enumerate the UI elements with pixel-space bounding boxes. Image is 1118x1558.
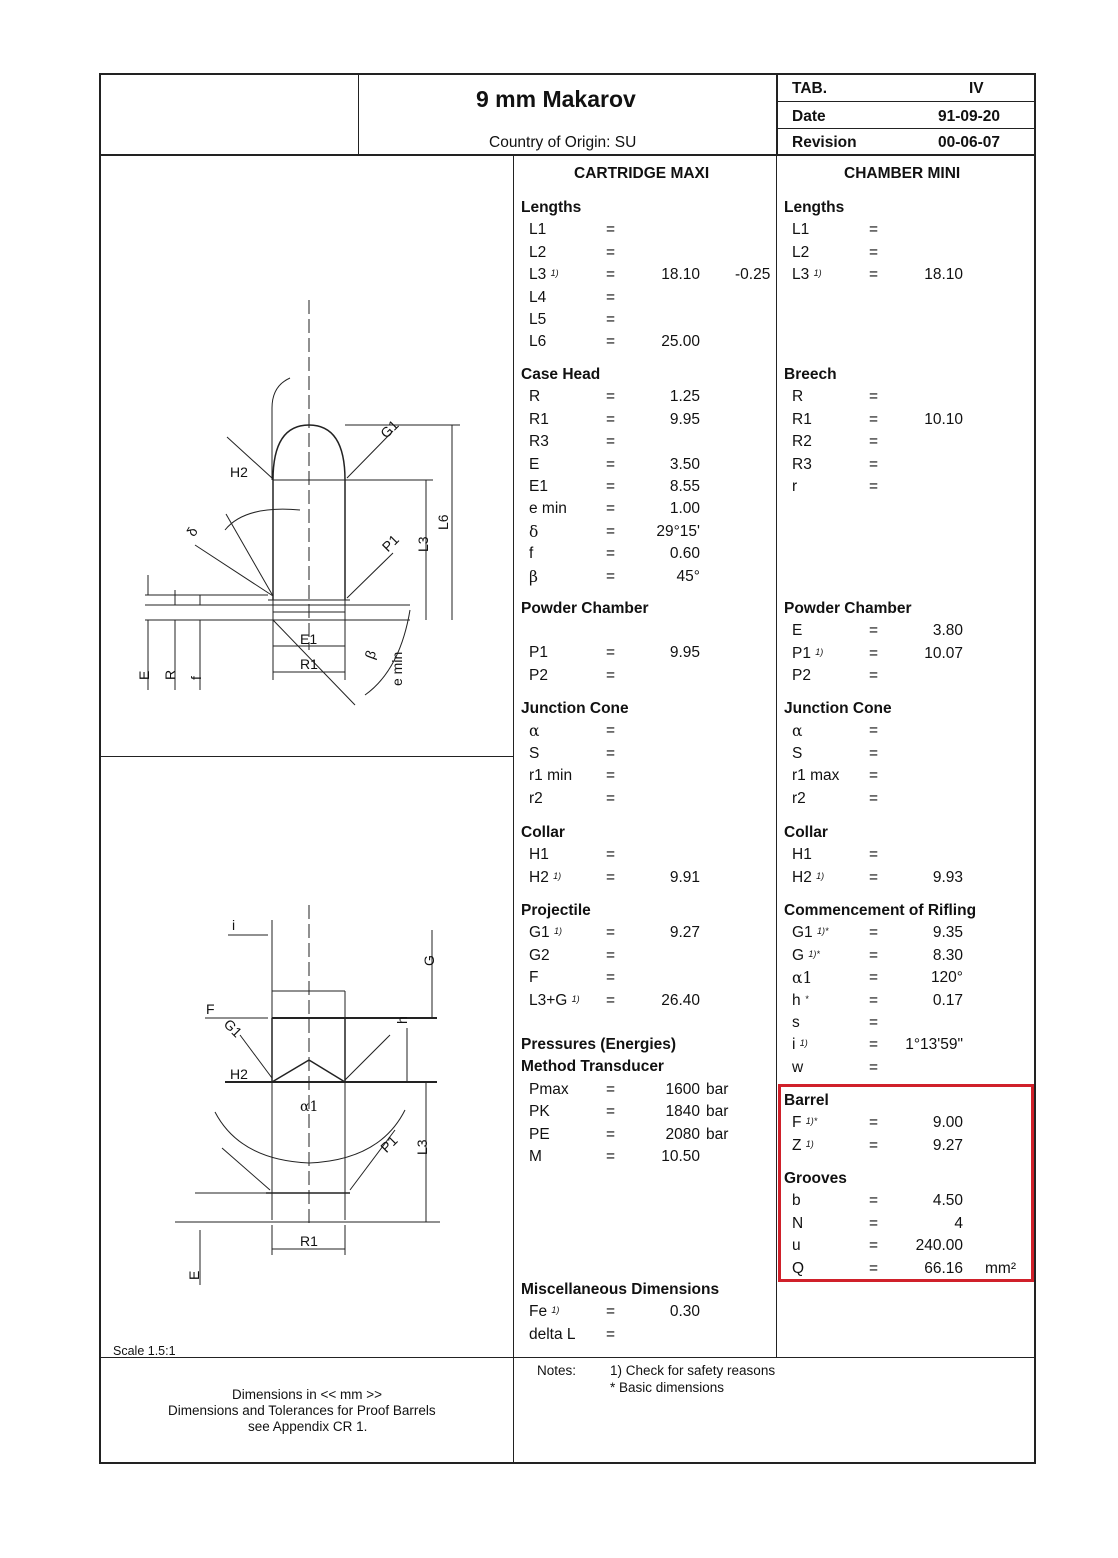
row-value: 9.95	[669, 644, 700, 662]
row-label: E1	[529, 478, 548, 495]
equals-sign: =	[869, 221, 879, 239]
date-label: Date	[792, 108, 826, 125]
row-value: 25.00	[661, 333, 700, 351]
row-label: PE	[529, 1125, 550, 1143]
row-label: P2	[529, 666, 548, 684]
footnote-marker: 1)	[815, 646, 824, 657]
row-label: β	[529, 567, 538, 586]
equals-sign: =	[869, 924, 879, 942]
row-value: 9.93	[932, 868, 963, 886]
equals-sign: =	[606, 767, 616, 785]
equals-sign: =	[606, 500, 616, 518]
footnote-marker: 1)*	[805, 1116, 818, 1127]
footnote-marker: 1)	[799, 1038, 808, 1049]
row-label: L3+G	[529, 991, 568, 1009]
row-label: P1	[529, 644, 548, 662]
cartridge-heading: CARTRIDGE MAXI	[574, 165, 710, 182]
footnote-marker: *	[804, 993, 809, 1004]
equals-sign: =	[606, 311, 616, 328]
equals-sign: =	[606, 846, 616, 864]
row-label: delta L	[529, 1325, 576, 1343]
equals-sign: =	[606, 644, 616, 662]
cartridge-section-title: Miscellaneous Dimensions	[521, 1281, 720, 1298]
page-title: 9 mm Makarov	[476, 86, 636, 112]
row-value: 2080	[665, 1125, 700, 1143]
row-value: 3.80	[932, 622, 963, 640]
equals-sign: =	[869, 243, 879, 261]
equals-sign: =	[869, 1136, 879, 1154]
row-label: H1	[529, 846, 549, 864]
chamber-section-title: Collar	[784, 824, 828, 841]
row-label: F	[529, 969, 539, 987]
equals-sign: =	[606, 868, 616, 886]
equals-sign: =	[606, 243, 616, 261]
row-unit: bar	[706, 1103, 729, 1121]
equals-sign: =	[869, 1114, 879, 1132]
row-label: f	[529, 545, 534, 563]
equals-sign: =	[606, 1148, 616, 1165]
row-value: 9.91	[669, 868, 700, 886]
equals-sign: =	[869, 1259, 879, 1277]
row-label: L5	[529, 311, 547, 328]
row-label: R3	[792, 455, 812, 473]
equals-sign: =	[606, 522, 616, 540]
equals-sign: =	[869, 1058, 879, 1076]
equals-sign: =	[869, 744, 879, 762]
row-label: R3	[529, 433, 549, 451]
chamber-heading: CHAMBER MINI	[844, 165, 961, 182]
country-of-origin: Country of Origin: SU	[489, 134, 637, 151]
row-label: α	[529, 722, 540, 741]
label-L6: L6	[435, 514, 451, 530]
row-label: e min	[529, 500, 567, 518]
label-L3-lower: L3	[414, 1139, 430, 1155]
row-label: M	[529, 1148, 542, 1165]
chamber-section-title: Lengths	[784, 199, 845, 216]
equals-sign: =	[869, 667, 879, 685]
row-unit: mm²	[985, 1259, 1016, 1277]
equals-sign: =	[869, 722, 879, 740]
equals-sign: =	[606, 666, 616, 684]
row-label: H2	[792, 868, 812, 886]
equals-sign: =	[869, 868, 879, 886]
row-unit: bar	[706, 1080, 729, 1098]
row-label: F	[792, 1114, 802, 1132]
footnote-marker: 1)*	[808, 948, 820, 959]
date-value: 91-09-20	[938, 108, 1001, 125]
equals-sign: =	[869, 1192, 879, 1210]
equals-sign: =	[869, 266, 879, 284]
equals-sign: =	[606, 1325, 616, 1343]
row-label: w	[792, 1058, 804, 1076]
revision-label: Revision	[792, 134, 857, 151]
row-unit: -0.25	[735, 266, 771, 284]
equals-sign: =	[869, 1214, 879, 1232]
label-alpha1: α1	[300, 1099, 319, 1115]
cartridge-section-title: Pressures (Energies)	[521, 1036, 677, 1053]
equals-sign: =	[606, 946, 616, 964]
row-label: E	[792, 622, 803, 640]
dimensions-note-1: Dimensions in << mm >>	[232, 1387, 383, 1402]
row-label: r	[792, 478, 798, 495]
chamber-section-title: Grooves	[784, 1170, 847, 1187]
row-label: δ	[529, 522, 539, 541]
row-value: 1°13'59"	[905, 1036, 963, 1054]
footnote-marker: 1)	[805, 1138, 814, 1149]
footnote-marker: 1)	[813, 268, 822, 279]
equals-sign: =	[869, 846, 879, 864]
row-value: 4.50	[932, 1192, 963, 1210]
row-value: 9.27	[932, 1136, 963, 1154]
equals-sign: =	[869, 455, 879, 473]
row-label: N	[792, 1214, 804, 1232]
row-value: 18.10	[924, 266, 963, 284]
equals-sign: =	[869, 991, 879, 1009]
row-value: 0.60	[669, 545, 700, 563]
row-label: L1	[529, 221, 547, 239]
dimensions-note-3: see Appendix CR 1.	[248, 1419, 368, 1434]
equals-sign: =	[606, 1080, 616, 1098]
row-value: 8.55	[669, 478, 700, 495]
row-label: r2	[792, 789, 806, 807]
row-label: Z	[792, 1136, 802, 1154]
equals-sign: =	[869, 1237, 879, 1255]
equals-sign: =	[869, 767, 879, 785]
label-P1: P1	[378, 531, 403, 555]
label-h: h	[394, 1016, 410, 1024]
label-H2: H2	[230, 464, 248, 480]
equals-sign: =	[869, 622, 879, 640]
cartridge-section-title: Projectile	[521, 902, 591, 919]
note-basic-dimensions: * Basic dimensions	[610, 1380, 725, 1395]
row-label: r2	[529, 789, 543, 807]
label-F: F	[206, 1001, 215, 1017]
label-H2-lower: H2	[230, 1066, 248, 1082]
row-label: PK	[529, 1103, 550, 1121]
equals-sign: =	[606, 924, 616, 942]
row-label: R1	[529, 410, 549, 428]
footnote-marker: 1)	[553, 870, 562, 881]
drawing-scale: Scale 1.5:1	[113, 1344, 176, 1358]
row-value: 1600	[665, 1080, 700, 1098]
row-unit: bar	[706, 1125, 729, 1143]
equals-sign: =	[606, 722, 616, 740]
row-label: L6	[529, 333, 547, 351]
chamber-section-title: Commencement of Rifling	[784, 902, 977, 919]
footnote-marker: 1)	[554, 926, 563, 937]
equals-sign: =	[869, 410, 879, 428]
row-label: r1 min	[529, 767, 573, 785]
label-R1-lower: R1	[300, 1233, 318, 1249]
equals-sign: =	[869, 969, 879, 987]
label-E: E	[136, 670, 152, 680]
row-label: L2	[529, 243, 547, 261]
equals-sign: =	[869, 388, 879, 406]
footnote-marker: 1)	[551, 1305, 560, 1316]
label-L3: L3	[415, 536, 431, 552]
row-value: 10.07	[924, 644, 963, 662]
row-label: α1	[792, 969, 813, 988]
row-value: 1840	[665, 1103, 700, 1121]
row-value: 9.95	[669, 410, 700, 428]
row-value: 10.10	[924, 410, 963, 428]
label-delta: δ	[183, 524, 201, 539]
row-label: G1	[792, 924, 813, 942]
cartridge-section-title: Powder Chamber	[521, 600, 649, 617]
footnote-marker: 1)	[571, 993, 580, 1004]
label-R1: R1	[300, 656, 318, 672]
notes-label: Notes:	[537, 1363, 577, 1378]
equals-sign: =	[606, 433, 616, 451]
equals-sign: =	[606, 333, 616, 351]
row-label: G	[792, 946, 805, 964]
label-E-lower: E	[186, 1270, 202, 1280]
chamber-section-title: Junction Cone	[784, 700, 892, 717]
row-label: L1	[792, 221, 810, 239]
equals-sign: =	[869, 1014, 879, 1031]
label-i: i	[232, 917, 236, 933]
cartridge-section-title: Collar	[521, 824, 565, 841]
chamber-section-title: Barrel	[784, 1092, 829, 1109]
row-value: 8.30	[932, 946, 963, 964]
row-value: 66.16	[924, 1259, 963, 1277]
label-G1-lower: G1	[220, 1015, 246, 1041]
row-value: 3.50	[669, 455, 700, 473]
row-label: S	[792, 744, 803, 762]
label-G: G	[421, 955, 437, 966]
row-label: Q	[792, 1259, 805, 1277]
cartridge-section-title: Lengths	[521, 199, 582, 216]
equals-sign: =	[869, 478, 879, 495]
row-label: R2	[792, 433, 812, 451]
equals-sign: =	[606, 266, 616, 284]
footnote-marker: 1)*	[817, 926, 829, 937]
row-label: L4	[529, 288, 547, 306]
row-value: 10.50	[661, 1148, 700, 1165]
label-R: R	[162, 669, 178, 680]
row-value: 4	[954, 1214, 963, 1232]
row-label: S	[529, 744, 540, 762]
equals-sign: =	[606, 969, 616, 987]
row-label: Fe	[529, 1303, 548, 1321]
label-f: f	[188, 676, 204, 680]
row-label: H2	[529, 868, 549, 886]
row-label: L2	[792, 243, 810, 261]
row-label: G1	[529, 924, 550, 942]
row-value: 240.00	[915, 1237, 963, 1255]
row-label: L3	[529, 266, 547, 284]
row-value: 0.17	[932, 991, 963, 1009]
label-beta: β	[361, 648, 380, 662]
row-value: 9.00	[932, 1114, 963, 1132]
row-label: h	[792, 991, 801, 1009]
equals-sign: =	[606, 455, 616, 473]
row-value: 45°	[676, 567, 700, 585]
equals-sign: =	[606, 478, 616, 495]
equals-sign: =	[869, 433, 879, 451]
label-E1: E1	[300, 631, 318, 647]
row-value: 29°15'	[656, 522, 700, 540]
label-G1: G1	[377, 416, 402, 442]
label-P1-lower: P1	[377, 1132, 401, 1156]
row-label: u	[792, 1237, 801, 1255]
equals-sign: =	[606, 567, 616, 585]
equals-sign: =	[606, 991, 616, 1009]
row-label: Pmax	[529, 1080, 569, 1098]
cartridge-section-title: Case Head	[521, 366, 601, 383]
revision-value: 00-06-07	[938, 134, 1001, 151]
equals-sign: =	[869, 644, 879, 662]
equals-sign: =	[869, 1036, 879, 1054]
equals-sign: =	[869, 946, 879, 964]
cartridge-section-title: Junction Cone	[521, 700, 629, 717]
cartridge-section-subtitle: Method Transducer	[521, 1058, 664, 1076]
equals-sign: =	[606, 789, 616, 807]
row-value: 9.27	[669, 924, 700, 942]
equals-sign: =	[606, 1125, 616, 1143]
row-label: b	[792, 1192, 801, 1210]
dimensions-note-2: Dimensions and Tolerances for Proof Barrels	[168, 1403, 436, 1418]
tab-value: IV	[969, 80, 984, 97]
row-value: 9.35	[932, 924, 963, 942]
chamber-section-title: Breech	[784, 366, 837, 383]
note-safety: 1) Check for safety reasons	[610, 1363, 776, 1378]
row-label: s	[792, 1014, 800, 1031]
row-label: α	[792, 722, 803, 741]
equals-sign: =	[606, 1103, 616, 1121]
equals-sign: =	[606, 545, 616, 563]
equals-sign: =	[606, 288, 616, 306]
row-label: i	[792, 1036, 796, 1054]
footnote-marker: 1)	[816, 870, 825, 881]
row-value: 1.00	[669, 500, 700, 518]
equals-sign: =	[606, 410, 616, 428]
label-emin: e min	[389, 651, 405, 686]
row-label: r1 max	[792, 767, 840, 785]
row-label: H1	[792, 846, 812, 864]
equals-sign: =	[869, 789, 879, 807]
equals-sign: =	[606, 388, 616, 406]
row-label: P1	[792, 644, 811, 662]
row-value: 120°	[930, 969, 963, 987]
equals-sign: =	[606, 221, 616, 239]
row-label: R	[792, 388, 804, 406]
row-label: R	[529, 388, 541, 406]
tab-label: TAB.	[792, 80, 828, 97]
row-label: G2	[529, 946, 550, 964]
row-value: 18.10	[661, 266, 700, 284]
row-label: E	[529, 455, 540, 473]
row-value: 26.40	[661, 991, 700, 1009]
row-value: 0.30	[669, 1303, 700, 1321]
equals-sign: =	[606, 744, 616, 762]
row-label: L3	[792, 266, 810, 284]
row-value: 1.25	[669, 388, 700, 406]
row-label: R1	[792, 410, 812, 428]
footnote-marker: 1)	[550, 268, 559, 279]
chamber-section-title: Powder Chamber	[784, 600, 912, 617]
equals-sign: =	[606, 1303, 616, 1321]
row-label: P2	[792, 667, 811, 685]
